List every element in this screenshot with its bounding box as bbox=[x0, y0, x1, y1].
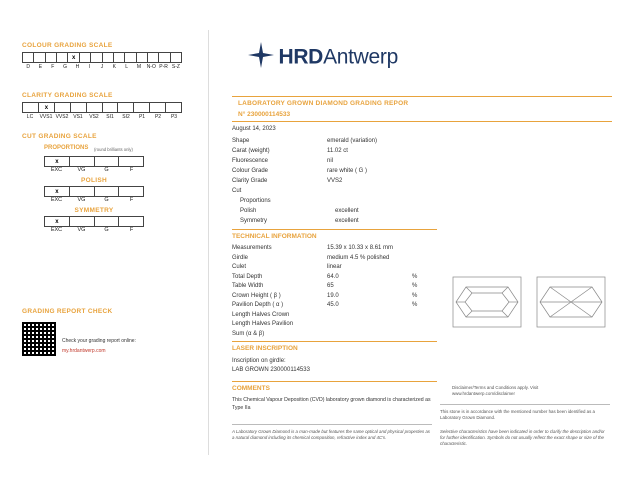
scale-tick-label: P3 bbox=[170, 114, 178, 120]
detail-row bbox=[232, 208, 482, 218]
scale-tick-label: E bbox=[38, 64, 43, 70]
technical-value: 64.0 bbox=[327, 273, 339, 280]
scale-tick-label: VS1 bbox=[73, 114, 83, 120]
colour-scale-boxes bbox=[22, 52, 182, 63]
scale-cell bbox=[57, 53, 68, 62]
detail-value: rare white ( G ) bbox=[327, 168, 368, 174]
technical-value: 15.39 x 10.33 x 8.61 mm bbox=[327, 245, 394, 251]
technical-row bbox=[232, 312, 437, 322]
symmetry-boxes bbox=[44, 216, 144, 227]
grade-label: VG bbox=[77, 197, 86, 203]
scale-cell bbox=[103, 53, 114, 62]
disclaimer-line-1: Disclaimer/Terms and Conditions apply. Visit bbox=[452, 385, 539, 390]
scale-cell bbox=[150, 103, 166, 112]
hrd-logo bbox=[248, 42, 398, 73]
technical-row bbox=[232, 321, 437, 331]
scale-cell bbox=[118, 103, 134, 112]
colour-scale-labels bbox=[22, 64, 182, 70]
technical-row bbox=[232, 255, 437, 265]
grading-report-check bbox=[22, 308, 187, 315]
scale-tick-label: D bbox=[26, 64, 30, 70]
scale-tick-label: P-R bbox=[159, 64, 168, 70]
technical-label: Crown Height ( β ) bbox=[232, 292, 281, 299]
detail-label: Cut bbox=[232, 188, 242, 194]
proportions-label: PROPORTIONS bbox=[44, 145, 89, 151]
polish-label: POLISH bbox=[81, 177, 107, 184]
grade-cell bbox=[70, 187, 95, 196]
technical-label: Table Width bbox=[232, 283, 264, 289]
footnote-right-note: This stone is in accordance with the mentioned number has been identified as a Laboratory Grown Diamond. bbox=[440, 409, 595, 420]
scale-tick-label: VVS1 bbox=[39, 114, 53, 120]
grade-cell bbox=[95, 157, 120, 166]
report-check-title: GRADING REPORT CHECK bbox=[22, 308, 113, 315]
technical-value bbox=[327, 321, 412, 331]
grade-cell bbox=[70, 217, 95, 226]
detail-row bbox=[232, 198, 482, 208]
scale-cell bbox=[148, 53, 159, 62]
grade-label: VG bbox=[77, 167, 86, 173]
technical-title: TECHNICAL INFORMATION bbox=[232, 233, 317, 240]
grade-label: EXC bbox=[50, 227, 63, 233]
scale-tick-label: SI1 bbox=[106, 114, 114, 120]
scale-tick-label: H bbox=[75, 64, 80, 70]
footnote-left: A Laboratory Grown Diamond is a man-made but features the same optical and physical properties as a natural diamond including its chemical composition, refractive index and 4C's. bbox=[232, 429, 431, 440]
detail-row bbox=[232, 168, 482, 178]
polish-labels bbox=[44, 197, 144, 203]
technical-value: 45.0 bbox=[327, 302, 339, 308]
report-check-link[interactable]: my.hrdantwerp.com bbox=[62, 348, 106, 354]
detail-label: Fluorescence bbox=[232, 158, 269, 164]
technical-row bbox=[232, 283, 437, 293]
grade-cell bbox=[119, 187, 143, 196]
technical-rule bbox=[232, 229, 437, 230]
scale-tick-label: P2 bbox=[154, 114, 162, 120]
clarity-grading-scale bbox=[22, 92, 182, 120]
scale-cell bbox=[34, 53, 45, 62]
report-check-text: Check your grading report online: bbox=[62, 338, 136, 344]
clarity-scale-labels bbox=[22, 114, 182, 120]
comments-title: COMMENTS bbox=[232, 385, 270, 392]
colour-scale-title: COLOUR GRADING SCALE bbox=[22, 42, 113, 49]
detail-row bbox=[232, 218, 482, 228]
scale-tick-label: I bbox=[89, 64, 91, 70]
proportions-labels bbox=[44, 167, 144, 173]
report-date: August 14, 2023 bbox=[232, 126, 276, 132]
scale-tick-label: G bbox=[63, 64, 68, 70]
grade-cell bbox=[119, 217, 143, 226]
scale-tick-label: VS2 bbox=[89, 114, 99, 120]
laser-rule bbox=[232, 341, 437, 342]
technical-value: medium 4.5 % polished bbox=[327, 254, 390, 261]
proportions-boxes bbox=[44, 156, 144, 167]
grade-label: EXC bbox=[50, 167, 63, 173]
scale-cell bbox=[71, 103, 87, 112]
technical-label: Girdle bbox=[232, 254, 249, 261]
grade-label: F bbox=[129, 197, 134, 203]
scale-tick-label: VVS2 bbox=[55, 114, 69, 120]
scale-tick-label: L bbox=[125, 64, 129, 70]
diamond-crown-diagram bbox=[452, 276, 522, 333]
detail-label: Symmetry bbox=[240, 218, 267, 224]
diamond-pavilion-diagram bbox=[536, 276, 606, 333]
symmetry-label: SYMMETRY bbox=[74, 207, 114, 214]
detail-label: Shape bbox=[232, 138, 250, 144]
detail-row bbox=[232, 138, 482, 148]
technical-label: Sum (α & β) bbox=[232, 330, 265, 337]
scale-cell bbox=[125, 53, 136, 62]
polish-boxes bbox=[44, 186, 144, 197]
scale-cell-marked: x bbox=[39, 103, 55, 112]
scale-cell bbox=[114, 53, 125, 62]
technical-label: Measurements bbox=[232, 245, 272, 251]
scale-tick-label: M bbox=[136, 64, 142, 70]
scale-cell bbox=[103, 103, 119, 112]
footnote-left-rule bbox=[232, 424, 432, 425]
laser-value: LAB GROWN 230000114533 bbox=[232, 367, 310, 373]
grade-label: G bbox=[104, 167, 109, 173]
scale-cell bbox=[134, 103, 150, 112]
detail-row bbox=[232, 148, 482, 158]
detail-label: Proportions bbox=[240, 198, 271, 204]
technical-row bbox=[232, 274, 437, 284]
report-title: LABORATORY GROWN DIAMOND GRADING REPOR bbox=[238, 100, 409, 107]
cut-scale-title: CUT GRADING SCALE bbox=[22, 133, 97, 140]
technical-row bbox=[232, 264, 437, 274]
detail-row bbox=[232, 158, 482, 168]
detail-row bbox=[232, 188, 482, 198]
detail-value: nil bbox=[327, 158, 334, 164]
grade-cell-marked: x bbox=[45, 187, 70, 196]
detail-label: Clarity Grade bbox=[232, 178, 268, 184]
detail-value: emerald (variation) bbox=[327, 138, 378, 144]
technical-value: 65 bbox=[327, 283, 334, 289]
cut-grading-scale bbox=[22, 133, 182, 233]
scale-cell bbox=[23, 53, 34, 62]
report-number: N° 230000114533 bbox=[238, 111, 291, 118]
detail-value: 11.02 ct bbox=[327, 148, 348, 154]
technical-rows bbox=[232, 245, 437, 340]
detail-label: Polish bbox=[240, 208, 257, 214]
title-rule-bottom bbox=[232, 121, 612, 122]
technical-value bbox=[327, 312, 412, 322]
logo-name-bold: HRD bbox=[278, 45, 324, 69]
colour-grading-scale bbox=[22, 42, 182, 70]
grade-label: F bbox=[129, 167, 134, 173]
scale-tick-label: S-Z bbox=[171, 64, 180, 70]
qr-code-icon bbox=[22, 322, 56, 356]
column-divider bbox=[208, 30, 209, 455]
scale-tick-label: P1 bbox=[138, 114, 146, 120]
grade-cell bbox=[95, 187, 120, 196]
comments-rule bbox=[232, 381, 437, 382]
grade-cell bbox=[119, 157, 143, 166]
scale-cell bbox=[166, 103, 181, 112]
detail-label: Colour Grade bbox=[232, 168, 269, 174]
grade-label: VG bbox=[77, 227, 86, 233]
technical-label: Total Depth bbox=[232, 273, 263, 280]
grade-cell-marked: x bbox=[45, 157, 70, 166]
scale-tick-label: SI2 bbox=[122, 114, 130, 120]
scale-cell bbox=[159, 53, 170, 62]
scale-tick-label: F bbox=[51, 64, 55, 70]
scale-tick-label: LC bbox=[26, 114, 34, 120]
scale-cell-marked: x bbox=[68, 53, 79, 62]
scale-cell bbox=[46, 53, 57, 62]
scale-cell bbox=[80, 53, 91, 62]
grade-label: F bbox=[129, 227, 134, 233]
clarity-scale-boxes bbox=[22, 102, 182, 113]
scale-cell bbox=[171, 53, 181, 62]
grade-label: EXC bbox=[50, 197, 63, 203]
detail-value: excellent bbox=[335, 218, 359, 224]
scale-cell bbox=[55, 103, 71, 112]
symmetry-labels bbox=[44, 227, 144, 233]
laser-title: LASER INSCRIPTION bbox=[232, 345, 298, 352]
footnote-right-rule bbox=[440, 404, 610, 405]
technical-row bbox=[232, 331, 437, 341]
clarity-scale-title: CLARITY GRADING SCALE bbox=[22, 92, 113, 99]
star-icon bbox=[248, 42, 274, 73]
technical-row bbox=[232, 245, 437, 255]
grade-label: G bbox=[104, 197, 109, 203]
diamond-details bbox=[232, 138, 482, 228]
scale-cell bbox=[23, 103, 39, 112]
grade-cell bbox=[70, 157, 95, 166]
technical-value: linear bbox=[327, 264, 342, 270]
technical-row bbox=[232, 293, 437, 303]
technical-value: 19.0 bbox=[327, 292, 339, 299]
technical-unit: % bbox=[412, 302, 418, 308]
technical-value bbox=[327, 331, 412, 341]
footnote-right-italic: Selective characteristics have been indicated in order to clarify the description and/or for further identification. Symbols do not usually reflect the exact shape or size of the characteristic. bbox=[440, 429, 605, 446]
title-rule-top bbox=[232, 96, 612, 97]
scale-cell bbox=[137, 53, 148, 62]
proportions-note: (round brilliants only) bbox=[94, 147, 133, 152]
scale-tick-label: K bbox=[112, 64, 117, 70]
detail-label: Carat (weight) bbox=[232, 148, 270, 154]
logo-name-light: Antwerp bbox=[323, 45, 399, 69]
scale-tick-label: J bbox=[100, 64, 104, 70]
grade-cell bbox=[95, 217, 120, 226]
technical-unit: % bbox=[412, 273, 418, 280]
technical-label: Pavilion Depth ( α ) bbox=[232, 302, 284, 308]
technical-label: Length Halves Pavilion bbox=[232, 321, 294, 327]
detail-row bbox=[232, 178, 482, 188]
scale-tick-label: N-O bbox=[146, 64, 156, 70]
technical-row bbox=[232, 302, 437, 312]
grade-cell-marked: x bbox=[45, 217, 70, 226]
detail-value: excellent bbox=[335, 208, 359, 214]
technical-label: Culet bbox=[232, 264, 247, 270]
laser-label: Inscription on girdle: bbox=[232, 358, 286, 364]
disclaimer-line-2[interactable]: www.hrdantwerp.com/disclaimer bbox=[452, 391, 515, 396]
grade-label: G bbox=[104, 227, 109, 233]
scale-cell bbox=[87, 103, 103, 112]
technical-unit: % bbox=[412, 283, 418, 289]
detail-value: VVS2 bbox=[327, 178, 343, 184]
scale-cell bbox=[91, 53, 102, 62]
technical-label: Length Halves Crown bbox=[232, 311, 290, 318]
comments-text: This Chemical Vapour Deposition (CVD) laboratory grown diamond is characterized as Type IIa bbox=[232, 397, 431, 411]
technical-unit: % bbox=[412, 292, 418, 299]
